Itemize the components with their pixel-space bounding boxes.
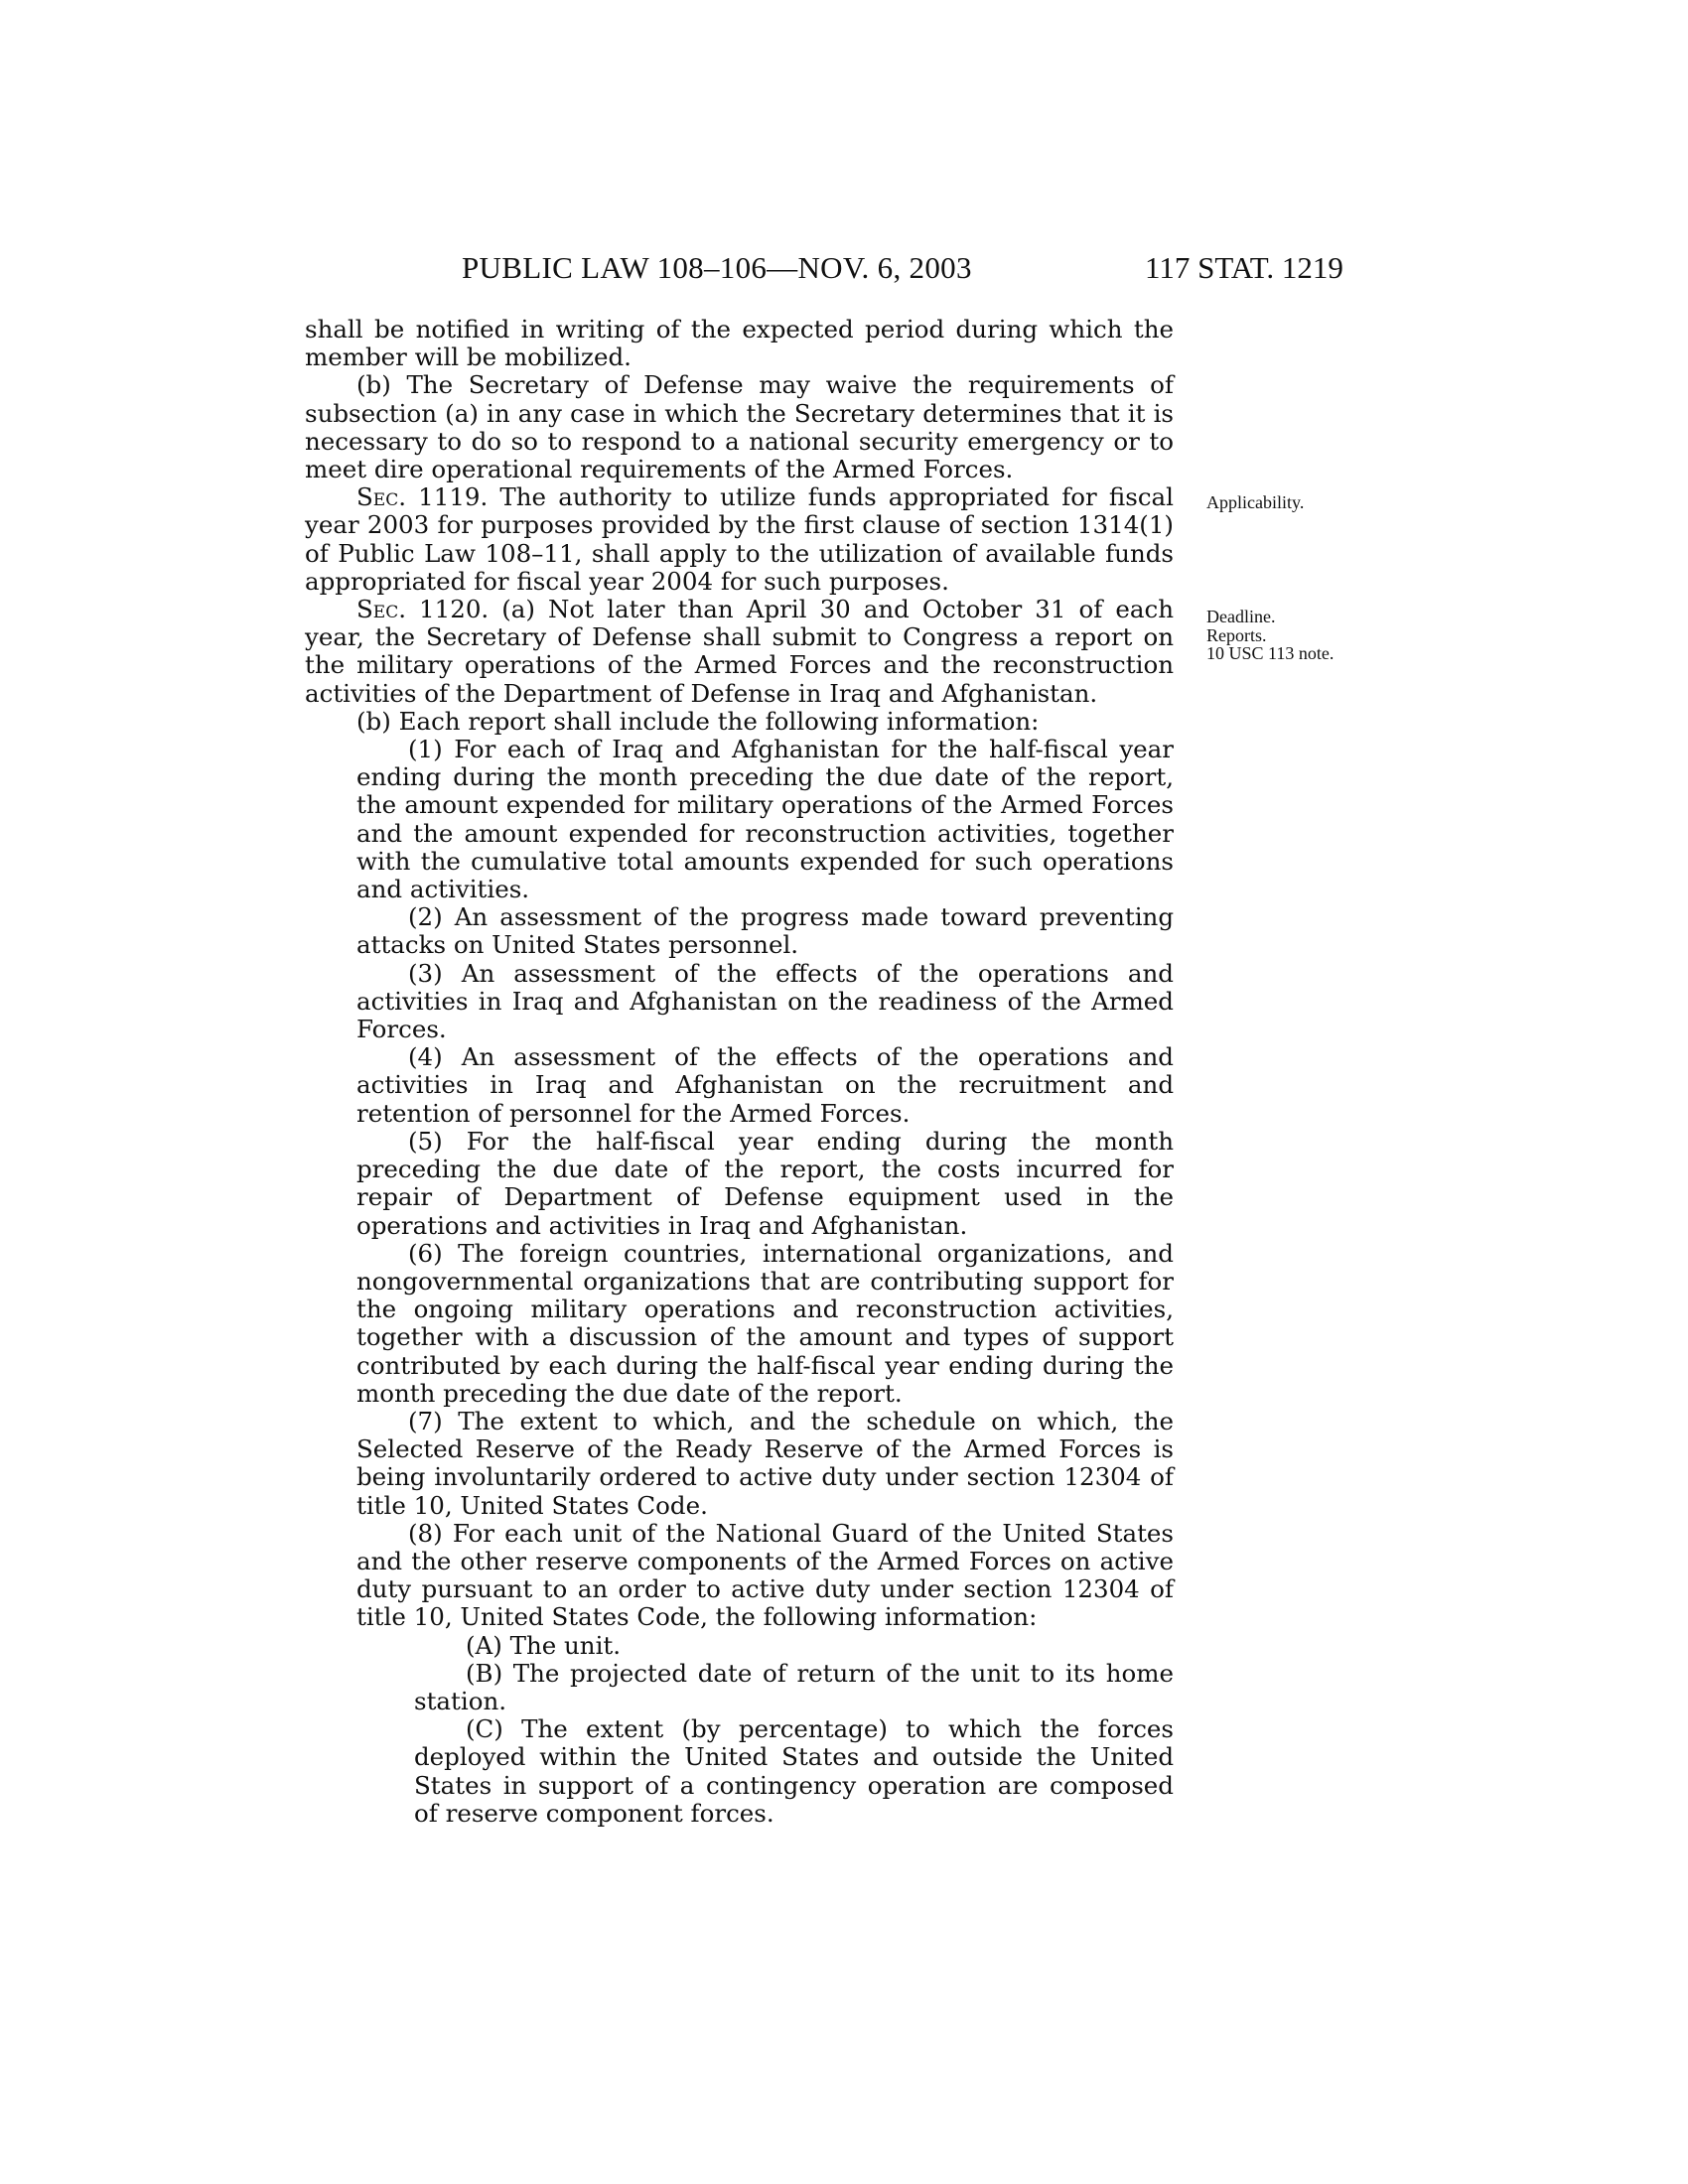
list-item-1: (1) For each of Iraq and Afghanistan for the half-fiscal year ending during the month preceding the due date of the report, the amount expended for military operations of the Armed Forces and the amount expended for reconstruction activities, together with the cumulative total amounts expended for such operations and activities.	[356, 735, 1174, 904]
section-label: Sec.	[356, 595, 406, 624]
document-body	[305, 316, 1174, 1828]
section-1120	[305, 596, 1174, 708]
margin-note-deadline: Deadline.	[1206, 607, 1276, 626]
margin-note-reports: Reports.	[1206, 624, 1267, 645]
list-item-8: (8) For each unit of the National Guard of the United States and the other reserve components of the Armed Forces on active duty pursuant to an order to active duty under section 12304 of title 10, United States Code, the following information:	[356, 1518, 1174, 1632]
list-item-4: (4) An assessment of the effects of the operations and activities in Iraq and Afghanistan on the recruitment and retention of personnel for the Armed Forces.	[356, 1042, 1174, 1128]
list-item-7: (7) The extent to which, and the schedule on which, the Selected Reserve of the Ready Reserve of the Armed Forces is being involuntarily ordered to active duty under section 12304 of title 10, United States Code.	[356, 1406, 1174, 1520]
margin-note-usc: 10 USC 113 note.	[1206, 643, 1335, 663]
list-item-3: (3) An assessment of the effects of the operations and activities in Iraq and Afghanistan on the readiness of the Armed Forces.	[356, 958, 1174, 1044]
page-number: 117 STAT. 1219	[1145, 250, 1343, 285]
margin-note-applicability: Applicability.	[1206, 492, 1305, 512]
list-item-6: (6) The foreign countries, international organizations, and nongovernmental organizations that are contributing support for the ongoing military operations and reconstruction activities, together with a discussion of the amount and types of support contributed by each during the half-fiscal year ending during the month preceding the due date of the report.	[356, 1238, 1174, 1408]
subsection-b-intro: (b) Each report shall include the following information:	[356, 706, 1040, 736]
section-1119-text: 1119. The authority to utilize funds appropriated for fiscal year 2003 for purposes provided by the first clause of section 1314(1) of Public Law 108–11, shall apply to the utilization of available funds appropriated for fiscal year 2004 for such purposes.	[305, 482, 1174, 596]
section-1120-text: 1120. (a) Not later than April 30 and October 31 of each year, the Secretary of Defense shall submit to Congress a report on the military operations of the Armed Forces and the reconstruction activities of the Department of Defense in Iraq and Afghanistan.	[305, 595, 1174, 708]
paragraph-continuation: shall be notified in writing of the expected period during which the member will be mobilized.	[305, 315, 1174, 372]
sub-item-b: (B) The projected date of return of the unit to its home station.	[414, 1658, 1174, 1715]
section-1119	[305, 483, 1174, 596]
paragraph-waiver: (b) The Secretary of Defense may waive the requirements of subsection (a) in any case in which the Secretary determines that it is necessary to do so to respond to a national security emergency or to meet dire operational requirements of the Armed Forces.	[305, 370, 1174, 484]
sub-item-a: (A) The unit.	[466, 1630, 622, 1660]
sub-item-c: (C) The extent (by percentage) to which the forces deployed within the United States and outside the United States in support of a contingency operation are composed of reserve component forces.	[414, 1714, 1174, 1828]
list-item-5: (5) For the half-fiscal year ending during the month preceding the due date of the report, the costs incurred for repair of Department of Defense equipment used in the operations and activities in Iraq and Afghanistan.	[356, 1126, 1174, 1240]
list-item-2: (2) An assessment of the progress made toward preventing attacks on United States personnel.	[356, 902, 1174, 960]
section-label: Sec.	[356, 482, 406, 512]
running-header-title: PUBLIC LAW 108–106—NOV. 6, 2003	[462, 250, 972, 285]
margin-note-group	[1206, 608, 1334, 663]
